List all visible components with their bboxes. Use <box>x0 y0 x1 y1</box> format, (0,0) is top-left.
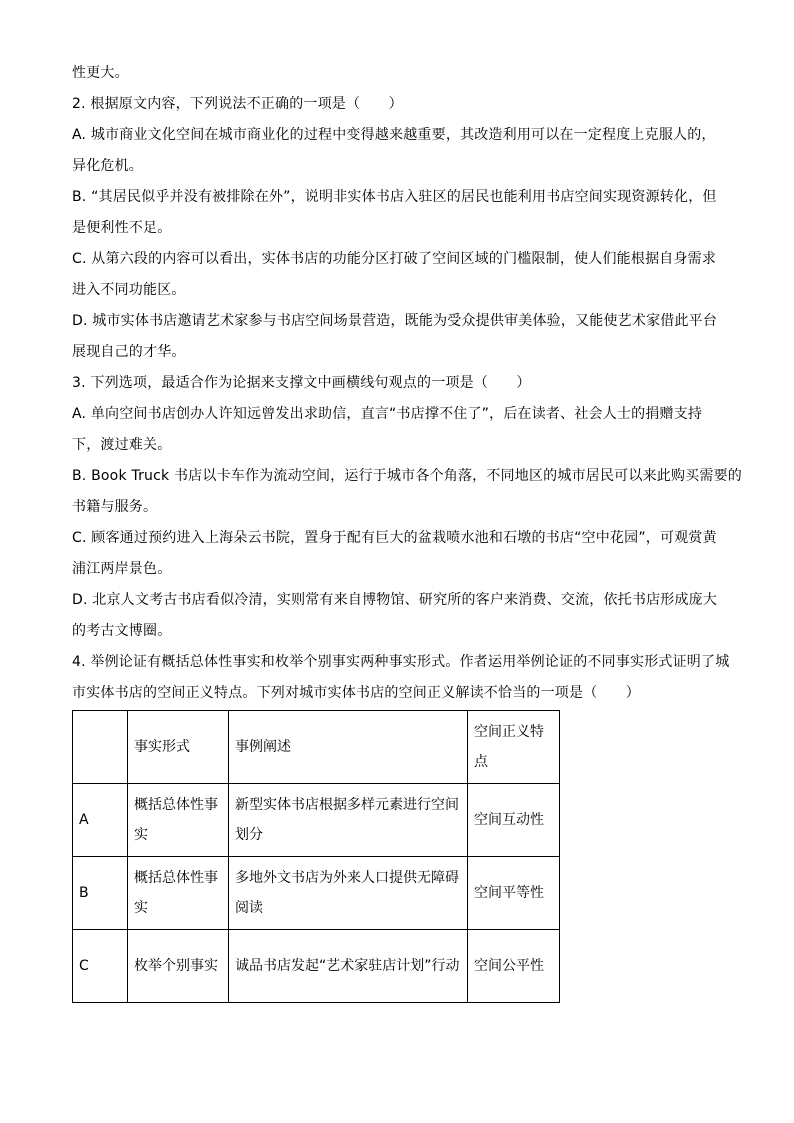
table-cell: 空间互动性 <box>468 784 560 857</box>
option-2a-line-2: 异化危机。 <box>72 158 143 174</box>
question-4-stem-line-2: 市实体书店的空间正义特点。下列对城市实体书店的空间正义解读不恰当的一项是（ ） <box>72 685 640 701</box>
table-cell: 空间公平性 <box>468 930 560 1003</box>
table-cell: C <box>73 930 128 1003</box>
option-3c-line-1: C. 顾客通过预约进入上海朵云书院，置身于配有巨大的盆栽喷水池和石墩的书店“空中花园”，可观赏黄 <box>72 530 717 546</box>
table-header-row <box>73 711 560 784</box>
option-3a-line-1: A. 单向空间书店创办人许知远曾发出求助信，直言“书店撑不住了”，后在读者、社会人士的捐赠支持 <box>72 406 703 422</box>
text-line: 性更大。 <box>72 65 129 81</box>
question-3-stem: 3. 下列选项，最适合作为论据来支撑文中画横线句观点的一项是（ ） <box>72 375 531 391</box>
option-2c-line-2: 进入不同功能区。 <box>72 282 186 298</box>
table-cell: 诚品书店发起“艺术家驻店计划”行动 <box>229 930 468 1003</box>
option-2b-line-1: B. “其居民似乎并没有被排除在外”，说明非实体书店入驻区的居民也能利用书店空间实现资源转化，但 <box>72 189 717 205</box>
table-header-cell: 事实形式 <box>128 711 229 784</box>
question-2-stem: 2. 根据原文内容，下列说法不正确的一项是（ ） <box>72 96 403 112</box>
option-2b-line-2: 是便利性不足。 <box>72 220 172 236</box>
table-row <box>73 930 560 1003</box>
table-cell: A <box>73 784 128 857</box>
option-3b-line-2: 书籍与服务。 <box>72 499 158 515</box>
table-cell: 新型实体书店根据多样元素进行空间划分 <box>229 784 468 857</box>
table-cell: 多地外文书店为外来人口提供无障碍阅读 <box>229 857 468 930</box>
option-3d-line-1: D. 北京人文考古书店看似冷清，实则常有来自博物馆、研究所的客户来消费、交流，依托书店形成庞大 <box>72 592 718 608</box>
option-2d-line-2: 展现自己的才华。 <box>72 344 186 360</box>
table-cell: 概括总体性事实 <box>128 857 229 930</box>
table-cell: 空间平等性 <box>468 857 560 930</box>
option-2a-line-1: A. 城市商业文化空间在城市商业化的过程中变得越来越重要，其改造利用可以在一定程度上克服人的， <box>72 127 716 143</box>
table-cell: 枚举个别事实 <box>128 930 229 1003</box>
option-3d-line-2: 的考古文博圈。 <box>72 623 172 639</box>
table-header-cell <box>73 711 128 784</box>
table-header-cell: 空间正义特点 <box>468 711 560 784</box>
table-header-cell: 事例阐述 <box>229 711 468 784</box>
table-row <box>73 857 560 930</box>
question-4-stem-line-1: 4. 举例论证有概括总体性事实和枚举个别事实两种事实形式。作者运用举例论证的不同事实形式证明了城 <box>72 654 730 670</box>
option-3a-line-2: 下，渡过难关。 <box>72 437 172 453</box>
option-2c-line-1: C. 从第六段的内容可以看出，实体书店的功能分区打破了空间区域的门槛限制，使人们能根据自身需求 <box>72 251 717 267</box>
option-3c-line-2: 浦江两岸景色。 <box>72 561 172 577</box>
table-cell: B <box>73 857 128 930</box>
table-row <box>73 784 560 857</box>
answer-table <box>72 710 560 1003</box>
option-3b-line-1: B. Book Truck 书店以卡车作为流动空间，运行于城市各个角落，不同地区的城市居民可以来此购买需要的 <box>72 468 742 484</box>
table-cell: 概括总体性事实 <box>128 784 229 857</box>
option-2d-line-1: D. 城市实体书店邀请艺术家参与书店空间场景营造，既能为受众提供审美体验，又能使艺术家借此平台 <box>72 313 718 329</box>
document-page <box>72 58 742 1003</box>
